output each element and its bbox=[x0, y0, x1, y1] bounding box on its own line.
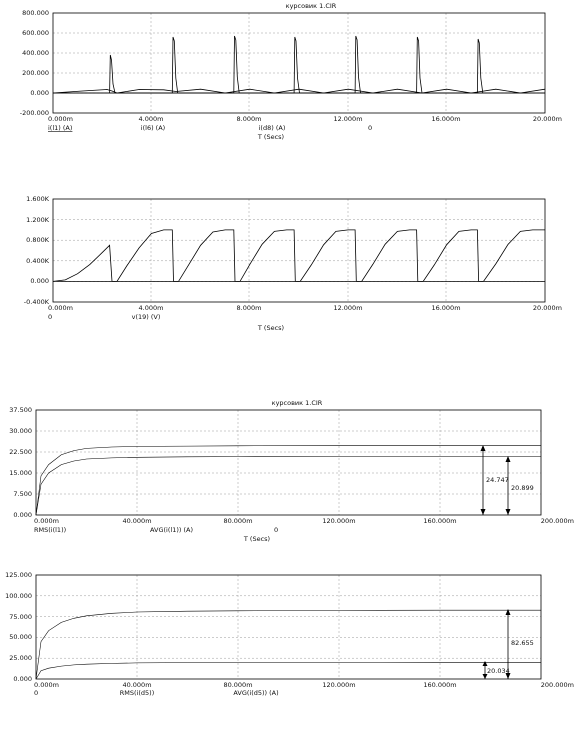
panel-4-ytick: 125.000 bbox=[5, 571, 32, 579]
panel-2-xticks bbox=[48, 304, 562, 312]
panel-1-yticks bbox=[20, 9, 49, 117]
panel-1-legend-item: 0 bbox=[368, 124, 373, 132]
panel-4-xtick: 80.000m bbox=[223, 681, 253, 689]
panel-1-xlabel: T (Secs) bbox=[257, 133, 285, 141]
panel-4-yticks bbox=[5, 571, 32, 683]
panel-4-ytick: 75.000 bbox=[9, 613, 32, 621]
panel-1-grid bbox=[53, 13, 545, 113]
panel-3-xtick: 80.000m bbox=[223, 517, 253, 525]
panel-4-ytick: 0.000 bbox=[13, 675, 32, 683]
dimension-arrow-rms bbox=[481, 445, 486, 515]
panel-2-yticks bbox=[24, 195, 50, 306]
panel-2-frame bbox=[53, 199, 545, 302]
panel-1-xtick: 20.000m bbox=[532, 115, 562, 123]
panel-3-xtick: 120.000m bbox=[322, 517, 356, 525]
series-line-avg-i-d5-a- bbox=[36, 662, 541, 679]
panel-4-legend bbox=[34, 689, 279, 697]
panel-3-legend-item: RMS(i(l1)) bbox=[34, 526, 67, 534]
panel-4-ytick: 25.000 bbox=[9, 654, 32, 662]
panel-1-ytick: -200.000 bbox=[19, 109, 49, 117]
panel-4-legend-item: RMS(i(d5)) bbox=[119, 689, 155, 697]
panel-1-legend-item: i(d8) (A) bbox=[258, 124, 286, 132]
panel-2-xtick: 0.000m bbox=[48, 304, 73, 312]
panel-2-xtick: 16.000m bbox=[431, 304, 461, 312]
panel-1-frame bbox=[53, 13, 545, 113]
panel-2-ytick: 0.800K bbox=[26, 236, 49, 244]
panel-2-traces bbox=[53, 230, 545, 282]
panel-3-title: курсовик 1.CIR bbox=[271, 399, 323, 407]
panel-4-legend-item: 0 bbox=[34, 689, 39, 697]
series-line-v-19-v- bbox=[53, 230, 545, 282]
panel-3-xlabel: T (Secs) bbox=[243, 535, 271, 543]
panel-2-xtick: 4.000m bbox=[138, 304, 164, 312]
annotation-rms-value: 24.747 bbox=[486, 476, 509, 484]
panel-3-frame bbox=[36, 410, 541, 515]
panel-3-ytick: 22.500 bbox=[9, 448, 32, 456]
panel-4-xtick: 40.000m bbox=[122, 681, 152, 689]
panel-3-markers bbox=[481, 445, 534, 515]
panel-4-ytick: 50.000 bbox=[9, 633, 32, 641]
panel-1-traces bbox=[53, 36, 545, 93]
panel-4-xtick: 200.000m bbox=[540, 681, 574, 689]
panel-3-xtick: 40.000m bbox=[122, 517, 152, 525]
panel-2-grid bbox=[53, 199, 545, 302]
panel-4-xtick: 0.000m bbox=[34, 681, 59, 689]
panel-4-xticks bbox=[34, 681, 574, 689]
series-line-avg-i-l1-a- bbox=[36, 457, 541, 516]
panel-3-legend-item: 0 bbox=[274, 526, 279, 534]
series-line-i-l6-a- bbox=[110, 36, 483, 93]
panel-1-title: курсовик 1.CIR bbox=[285, 2, 337, 10]
panel-3-yticks bbox=[9, 406, 32, 519]
panel-3-xtick: 160.000m bbox=[423, 517, 457, 525]
annotation-avg-value: 20.034 bbox=[487, 667, 510, 675]
panel-1 bbox=[20, 2, 562, 141]
panel-2-legend bbox=[48, 313, 160, 321]
panel-4-markers bbox=[483, 609, 534, 679]
annotation-avg-value: 20.899 bbox=[511, 484, 534, 492]
panel-2-xlabel: T (Secs) bbox=[257, 324, 285, 332]
dimension-arrow-avg bbox=[506, 456, 511, 515]
panel-1-legend-item: i(l1) (A) bbox=[48, 124, 73, 132]
panel-3-traces bbox=[36, 446, 541, 515]
panel-1-legend-item: i(l6) (A) bbox=[140, 124, 166, 132]
panel-4-xtick: 160.000m bbox=[423, 681, 457, 689]
panel-1-ytick: 400.000 bbox=[22, 49, 49, 57]
panel-3-ytick: 7.500 bbox=[13, 490, 32, 498]
panel-2-xtick: 12.000m bbox=[333, 304, 363, 312]
panel-2-ytick: 0.000 bbox=[30, 277, 49, 285]
panel-3-ytick: 37.500 bbox=[9, 406, 32, 414]
panel-1-legend bbox=[48, 124, 372, 132]
panel-2-ytick: 1.200K bbox=[26, 216, 49, 224]
panel-1-xtick: 0.000m bbox=[48, 115, 73, 123]
panel-2-xtick: 8.000m bbox=[236, 304, 262, 312]
panel-3-legend bbox=[34, 526, 278, 534]
panel-2-xtick: 20.000m bbox=[532, 304, 562, 312]
panel-3-xticks bbox=[34, 517, 574, 525]
panel-1-xtick: 8.000m bbox=[236, 115, 262, 123]
panel-2-ytick: 1.600K bbox=[26, 195, 49, 203]
series-line-rms-i-l1- bbox=[36, 446, 541, 515]
panel-3-ytick: 15.000 bbox=[9, 469, 32, 477]
panel-1-ytick: 600.000 bbox=[22, 29, 49, 37]
panel-1-xtick: 12.000m bbox=[333, 115, 363, 123]
panel-2-legend-item: v(19) (V) bbox=[131, 313, 161, 321]
panel-3-legend-item: AVG(i(l1)) (A) bbox=[150, 526, 193, 534]
panel-2 bbox=[24, 195, 562, 332]
panel-1-ytick: 0.000 bbox=[30, 89, 49, 97]
annotation-rms-value: 82.655 bbox=[511, 639, 534, 647]
panel-4-ytick: 100.000 bbox=[5, 592, 32, 600]
panel-3-ytick: 30.000 bbox=[9, 427, 32, 435]
panel-3-xtick: 200.000m bbox=[540, 517, 574, 525]
panel-4 bbox=[5, 571, 574, 697]
panel-4-traces bbox=[36, 610, 541, 679]
panel-1-ytick: 200.000 bbox=[22, 69, 49, 77]
panel-1-xtick: 16.000m bbox=[431, 115, 461, 123]
panel-3 bbox=[9, 399, 574, 543]
panel-4-legend-item: AVG(i(d5)) (A) bbox=[233, 689, 279, 697]
panel-2-legend-item: 0 bbox=[48, 313, 53, 321]
panel-3-ytick: 0.000 bbox=[13, 511, 32, 519]
panel-3-grid bbox=[36, 410, 541, 515]
panel-2-ytick: 0.400K bbox=[26, 257, 49, 265]
panel-3-xtick: 0.000m bbox=[34, 517, 59, 525]
panel-1-xticks bbox=[48, 115, 562, 123]
panel-4-xtick: 120.000m bbox=[322, 681, 356, 689]
panel-2-ytick: -0.400K bbox=[23, 298, 49, 306]
panel-1-xtick: 4.000m bbox=[138, 115, 164, 123]
series-line-rms-i-d5- bbox=[36, 610, 541, 679]
panel-1-ytick: 800.000 bbox=[22, 9, 49, 17]
